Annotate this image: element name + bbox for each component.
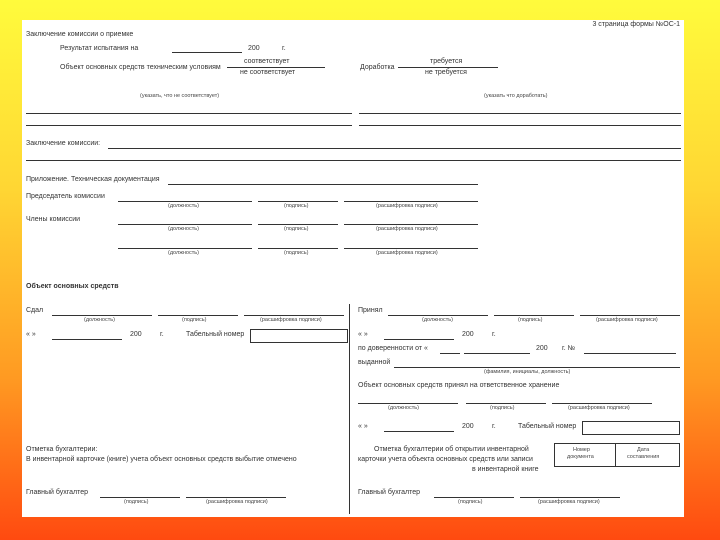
accepted-date-quote: « » [358, 331, 368, 338]
object-title: Объект основных средств [26, 283, 119, 290]
member2-position-line[interactable] [118, 248, 252, 249]
handed-date-line[interactable] [52, 339, 122, 340]
storage-year-suffix: г. [492, 423, 496, 430]
chair-decoding-line[interactable] [344, 201, 478, 202]
compliance-label: Объект основных средств техническим условиям [60, 64, 221, 71]
form-page [22, 20, 684, 517]
chair-signature-line[interactable] [258, 201, 338, 202]
result-year: 200 [248, 45, 260, 52]
conclusion-line-1[interactable] [108, 148, 681, 149]
accounting-right-line-1: Отметка бухгалтерии об открытии инвентарной [374, 446, 529, 453]
member1-signature-line[interactable] [258, 224, 338, 225]
result-year-suffix: г. [282, 45, 286, 52]
accounting-right-line-3: в инвентарной книге [472, 466, 539, 473]
storage-year: 200 [462, 423, 474, 430]
storage-date-line[interactable] [384, 431, 454, 432]
caption-position: (должность) [388, 405, 419, 411]
accepted-date-line[interactable] [384, 339, 454, 340]
member2-signature-line[interactable] [258, 248, 338, 249]
accepted-year-suffix: г. [492, 331, 496, 338]
result-label: Результат испытания на [60, 45, 139, 52]
caption-decoding: (расшифровка подписи) [206, 499, 268, 505]
handed-tabnum-label: Табельный номер [186, 331, 245, 338]
chair-label: Председатель комиссии [26, 193, 105, 200]
caption-decoding: (расшифровка подписи) [568, 405, 630, 411]
accepted-decoding-line[interactable] [580, 315, 680, 316]
hint-compliance: (указать, что не соответствует) [140, 93, 220, 99]
col-number-header-2: документа [567, 454, 594, 460]
chair-position-line[interactable] [118, 201, 252, 202]
issued-label: выданной [358, 359, 391, 366]
caption-signature: (подпись) [124, 499, 149, 505]
rework-detail-line-1[interactable] [359, 113, 681, 114]
proxy-month-line[interactable] [464, 353, 530, 354]
storage-label: Объект основных средств принял на ответственное хранение [358, 382, 560, 389]
col-date-header: Дата [637, 447, 650, 453]
storage-signature-line[interactable] [466, 403, 546, 404]
rework-option-top[interactable]: требуется [430, 58, 463, 65]
storage-date-quote: « » [358, 423, 368, 430]
handed-position-line[interactable] [52, 315, 152, 316]
caption-signature: (подпись) [490, 405, 515, 411]
caption-signature: (подпись) [284, 250, 309, 256]
compliance-option-bottom[interactable]: не соответствует [240, 69, 296, 76]
page-reference: 3 страница формы №ОС-1 [592, 21, 680, 28]
caption-decoding: (расшифровка подписи) [260, 317, 322, 323]
accounting-table [554, 443, 680, 467]
proxy-label: по доверенности от « [358, 345, 428, 352]
caption-position: (должность) [168, 203, 199, 209]
attachment-label: Приложение. Техническая документация [26, 176, 160, 183]
compliance-detail-line-2[interactable] [26, 125, 352, 126]
rework-detail-line-2[interactable] [359, 125, 681, 126]
handed-decoding-line[interactable] [244, 315, 344, 316]
caption-decoding: (расшифровка подписи) [376, 250, 438, 256]
proxy-day-line[interactable] [440, 353, 460, 354]
conclusion-line-2[interactable] [26, 160, 681, 161]
chief-right-decoding-line[interactable] [520, 497, 620, 498]
accepted-signature-line[interactable] [494, 315, 574, 316]
compliance-line [227, 67, 325, 68]
caption-decoding: (расшифровка подписи) [376, 203, 438, 209]
handed-year-suffix: г. [160, 331, 164, 338]
accounting-left-text: В инвентарной карточке (книге) учета объект основных средств выбытие отмечено [26, 456, 297, 463]
accepted-label: Принял [358, 307, 383, 314]
accepted-year: 200 [462, 331, 474, 338]
accounting-left-title: Отметка бухгалтерии: [26, 446, 98, 453]
caption-position: (должность) [168, 250, 199, 256]
caption-signature: (подпись) [284, 226, 309, 232]
caption-decoding: (расшифровка подписи) [596, 317, 658, 323]
storage-tabnum-label: Табельный номер [518, 423, 577, 430]
accounting-right-line-2: карточки учета объекта основных средств или записи [358, 456, 533, 463]
compliance-detail-line-1[interactable] [26, 113, 352, 114]
handed-tabnum-box[interactable] [250, 329, 348, 343]
caption-position: (должность) [84, 317, 115, 323]
proxy-number-label: г. № [562, 345, 576, 352]
issued-hint: (фамилия, инициалы, должность) [484, 369, 571, 375]
conclusion-label: Заключение комиссии: [26, 140, 101, 147]
issued-line[interactable] [394, 367, 680, 368]
attachment-line[interactable] [168, 184, 478, 185]
chief-accountant-left-label: Главный бухгалтер [26, 489, 88, 496]
chief-left-decoding-line[interactable] [186, 497, 286, 498]
caption-position: (должность) [422, 317, 453, 323]
caption-decoding: (расшифровка подписи) [376, 226, 438, 232]
rework-line [398, 67, 498, 68]
handed-date-quote: « » [26, 331, 36, 338]
caption-decoding: (расшифровка подписи) [538, 499, 600, 505]
caption-position: (должность) [168, 226, 199, 232]
caption-signature: (подпись) [182, 317, 207, 323]
handed-label: Сдал [26, 307, 44, 314]
member2-decoding-line[interactable] [344, 248, 478, 249]
compliance-option-top[interactable]: соответствует [244, 58, 290, 65]
section-title: Заключение комиссии о приемке [26, 31, 134, 38]
accounting-table-divider [615, 444, 616, 466]
chief-left-signature-line[interactable] [100, 497, 180, 498]
rework-option-bottom[interactable]: не требуется [425, 69, 467, 76]
storage-decoding-line[interactable] [552, 403, 652, 404]
column-divider [349, 304, 350, 514]
col-date-header-2: составления [627, 454, 660, 460]
col-number-header: Номер [573, 447, 590, 453]
caption-signature: (подпись) [458, 499, 483, 505]
caption-signature: (подпись) [518, 317, 543, 323]
members-label: Члены комиссии [26, 216, 81, 223]
storage-position-line[interactable] [358, 403, 458, 404]
caption-signature: (подпись) [284, 203, 309, 209]
chief-right-signature-line[interactable] [434, 497, 514, 498]
handed-signature-line[interactable] [158, 315, 238, 316]
accepted-position-line[interactable] [388, 315, 488, 316]
member1-position-line[interactable] [118, 224, 252, 225]
rework-label: Доработка [360, 64, 395, 71]
hint-rework: (указать что доработать) [484, 93, 548, 99]
storage-tabnum-box[interactable] [582, 421, 680, 435]
chief-accountant-right-label: Главный бухгалтер [358, 489, 420, 496]
handed-year: 200 [130, 331, 142, 338]
proxy-number-line[interactable] [584, 353, 676, 354]
member1-decoding-line[interactable] [344, 224, 478, 225]
proxy-year: 200 [536, 345, 548, 352]
result-date-line[interactable] [172, 52, 242, 53]
